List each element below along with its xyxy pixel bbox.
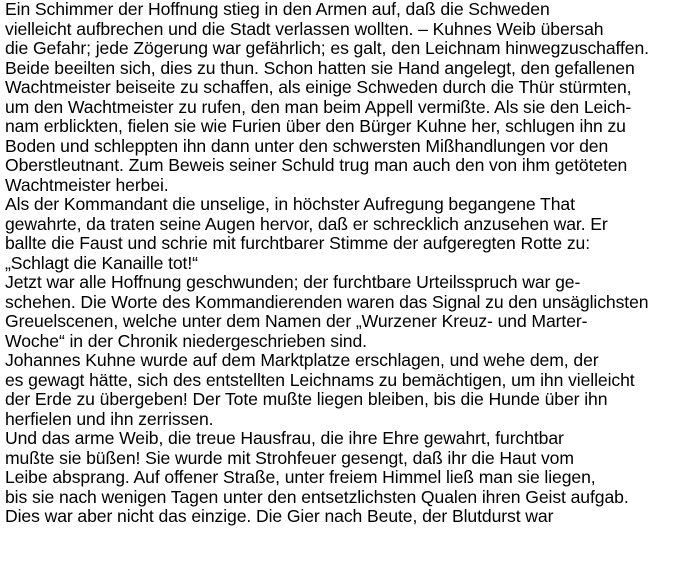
text-line: Oberstleutnant. Zum Beweis seiner Schuld trug man auch den von ihm getöteten: [5, 155, 628, 175]
text-line: Woche“ in der Chronik niedergeschrieben sind.: [5, 330, 367, 351]
text-line: herfielen und ihn zerrissen.: [5, 408, 214, 429]
text-line: Boden und schleppten ihn dann unter den schwersten Mißhandlungen vor den: [5, 135, 609, 156]
text-line: Wachtmeister beiseite zu schaffen, als einige Schweden durch die Thür stürmten,: [5, 77, 632, 97]
text-line: „Schlagt die Kanaille tot!“: [5, 252, 198, 273]
text-line: mußte sie büßen! Sie wurde mit Strohfeuer gesengt, daß ihr die Haut vom: [5, 447, 574, 468]
text-line: Jetzt war alle Hoffnung geschwunden; der furchtbare Urteilsspruch war ge-: [5, 272, 581, 292]
text-line: Wachtmeister herbei.: [5, 174, 169, 195]
text-line: gewahrte, da traten seine Augen hervor, daß er schrecklich anzusehen war. Er: [5, 213, 608, 234]
text-line: Leibe absprang. Auf offener Straße, unter freiem Himmel ließ man sie liegen,: [5, 467, 596, 487]
text-line: nam erblickten, fielen sie wie Furien über den Bürger Kuhne her, schlugen ihn zu: [5, 116, 626, 136]
text-line: schehen. Die Worte des Kommandierenden waren das Signal zu den unsäglichsten: [5, 291, 649, 312]
text-line: Ein Schimmer der Hoffnung stieg in den Armen auf, daß die Schweden: [5, 0, 550, 19]
document-page: [5, 0, 697, 587]
text-line: die Gefahr; jede Zögerung war gefährlich; es galt, den Leichnam hinwegzuschaffen.: [5, 38, 649, 58]
text-line: Und das arme Weib, die treue Hausfrau, die ihre Ehre gewahrt, furchtbar: [5, 428, 564, 448]
text-line: Dies war aber nicht das einzige. Die Gier nach Beute, der Blutdurst war: [5, 506, 554, 526]
text-line: Beide beeilten sich, dies zu thun. Schon hatten sie Hand angelegt, den gefallenen: [5, 57, 635, 78]
text-line: der Erde zu übergeben! Der Tote mußte liegen bleiben, bis die Hunde über ihn: [5, 389, 608, 409]
text-line: um den Wachtmeister zu rufen, den man beim Appell vermißte. Als sie den Leich-: [5, 96, 632, 117]
text-line: vielleicht aufbrechen und die Stadt verlassen wollten. – Kuhnes Weib übersah: [5, 18, 604, 39]
text-line: ballte die Faust und schrie mit furchtbarer Stimme der aufgeregten Rotte zu:: [5, 233, 591, 253]
text-line: Johannes Kuhne wurde auf dem Marktplatze erschlagen, und wehe dem, der: [5, 350, 599, 370]
text-line: Als der Kommandant die unselige, in höchster Aufregung begangene That: [5, 194, 575, 214]
text-line: es gewagt hätte, sich des entstellten Leichnams zu bemächtigen, um ihn vielleicht: [5, 369, 635, 390]
text-line: bis sie nach wenigen Tagen unter den entsetzlichsten Qualen ihren Geist aufgab.: [5, 486, 629, 507]
text-line: Greuelscenen, welche unter dem Namen der „Wurzener Kreuz- und Marter-: [5, 311, 588, 331]
